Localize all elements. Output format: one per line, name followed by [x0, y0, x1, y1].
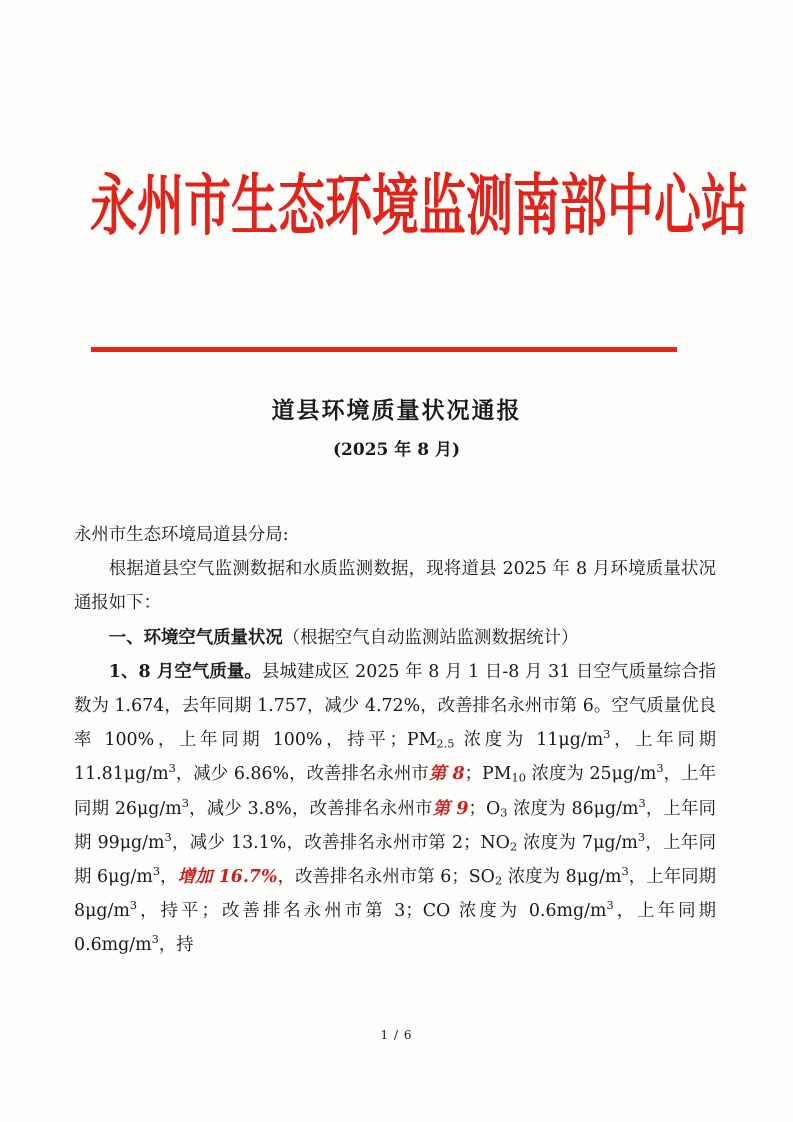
o3-change: ，减少 13.1%，改善排名永州市第 2；: [171, 832, 481, 853]
no2-label: NO: [480, 832, 510, 853]
document-title: 道县环境质量状况通报: [271, 397, 522, 424]
o3-value: 浓度为 86μg/m: [507, 798, 639, 819]
no2-prev-unit-sup: 3: [152, 865, 161, 879]
pm10-subscript: 10: [511, 771, 526, 785]
red-divider: [91, 347, 677, 352]
no2-comma: ，: [160, 867, 178, 888]
pm25-prev-unit-sup: 3: [168, 762, 176, 776]
pm25-unit-sup: 3: [603, 728, 611, 742]
pm10-value: 浓度为 25μg/m: [525, 764, 657, 785]
item-heading: 1、8 月空气质量。: [108, 661, 262, 682]
o3-unit-sup: 3: [638, 796, 646, 810]
pm10-sep: ；: [468, 798, 486, 819]
document-body: [74, 518, 716, 963]
pm10-rank: 第 9: [432, 798, 469, 819]
pm25-subscript: 2.5: [436, 737, 455, 751]
pm25-sep: ；: [464, 764, 482, 785]
co-prev: ，上年同期 0.6mg/m: [74, 901, 716, 956]
pm25-prev: ，上年同期 11.81μg/m: [74, 730, 716, 785]
section-heading-text: 一、环境空气质量状况: [108, 627, 283, 648]
no2-prev: ，上年同期 6μg/m: [74, 832, 716, 888]
co-prev-unit-sup: 3: [151, 933, 159, 947]
so2-prev-unit-sup: 3: [129, 899, 138, 913]
section-heading-note: （根据空气自动监测站监测数据统计）: [282, 627, 579, 648]
air-quality-paragraph: [74, 655, 716, 963]
o3-prev: ，上年同期 99μg/m: [74, 798, 716, 853]
pm25-rank: 第 8: [428, 764, 465, 785]
section-heading: [74, 621, 716, 655]
pm25-change: ，减少 6.86%，改善排名永州市: [175, 764, 429, 785]
pm10-unit-sup: 3: [656, 762, 664, 776]
no2-subscript: 2: [509, 840, 518, 854]
addressee: 永州市生态环境局道县分局:: [74, 525, 289, 545]
aqi-text: 县城建成区 2025 年 8 月 1 日-8 月 31 日空气质量综合指数为 1.674，去年同期 1.757，减少 4.72%，改善排名永州市第 6。空气质量优良率 100%，上年同期 100%，持平；: [74, 661, 716, 751]
no2-increase: 增加 16.7%: [177, 867, 278, 888]
pm25-value: 浓度为 11μg/m: [454, 730, 604, 751]
pm10-prev-unit-sup: 3: [181, 796, 189, 810]
pm10-change: ，减少 3.8%，改善排名永州市: [188, 798, 433, 819]
so2-co-text: ，持平；改善排名永州市第 3；CO 浓度为 0.6mg/m: [137, 901, 607, 922]
so2-unit-sup: 3: [621, 865, 629, 879]
masthead-title: 永州市生态环境监测南部中心站: [90, 167, 748, 246]
pm10-label: PM: [482, 764, 512, 785]
pm10-prev: ，上年同期 26μg/m: [74, 764, 716, 819]
intro-paragraph: 根据道县空气监测数据和水质监测数据，现将道县 2025 年 8 月环境质量状况通报如下：: [74, 559, 716, 614]
so2-prev: ，上年同期 8μg/m: [74, 867, 716, 922]
co-tail: ，持: [158, 935, 194, 956]
no2-rank: ，改善排名永州市第 6；: [277, 867, 469, 888]
no2-value: 浓度为 7μg/m: [517, 832, 638, 853]
o3-subscript: 3: [500, 805, 508, 819]
page-number: 1 / 6: [380, 1028, 413, 1042]
pm25-label: PM: [406, 730, 437, 751]
o3-label: O: [485, 798, 501, 819]
co-unit-sup: 3: [606, 899, 614, 913]
so2-subscript: 2: [494, 874, 503, 888]
o3-prev-unit-sup: 3: [164, 831, 172, 845]
document-subtitle: (2025 年 8 月): [333, 440, 460, 460]
so2-label: SO: [468, 867, 495, 888]
no2-unit-sup: 3: [637, 831, 646, 845]
so2-value: 浓度为 8μg/m: [502, 867, 622, 888]
